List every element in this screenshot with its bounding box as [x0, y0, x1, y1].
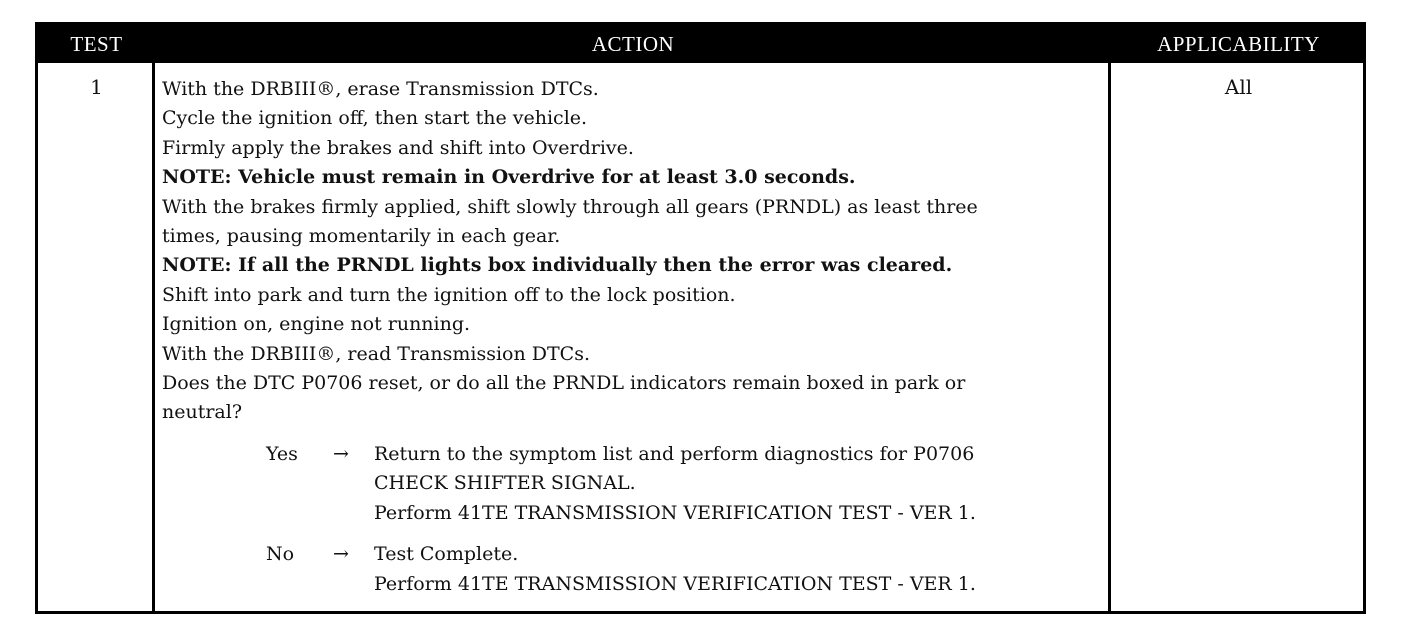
result-no	[162, 540, 1106, 599]
column-divider	[152, 63, 155, 611]
action-steps	[162, 75, 1106, 428]
applicability-value: All	[1224, 75, 1253, 99]
table-header	[38, 25, 1363, 63]
result-yes	[162, 440, 1106, 528]
result-label: No	[266, 543, 295, 566]
result-instruction-line: Test Complete.	[374, 543, 519, 566]
result-instruction-line: Return to the symptom list and perform diagnostics for P0706	[374, 442, 975, 465]
header-action: ACTION	[591, 32, 675, 56]
action-step-line: Cycle the ignition off, then start the vehicle.	[162, 107, 588, 130]
action-step-line: Firmly apply the brakes and shift into Overdrive.	[162, 136, 634, 159]
result-instruction-line: Perform 41TE TRANSMISSION VERIFICATION TEST - VER 1.	[374, 572, 976, 595]
action-step-line: Does the DTC P0706 reset, or do all the PRNDL indicators remain boxed in park or	[162, 372, 966, 395]
action-step-line: Shift into park and turn the ignition off to the lock position.	[162, 283, 736, 306]
result-label: Yes	[266, 442, 298, 465]
result-instruction-line: Perform 41TE TRANSMISSION VERIFICATION TEST - VER 1.	[374, 501, 976, 524]
right-arrow-icon: →	[333, 442, 349, 465]
column-divider	[1108, 63, 1111, 611]
action-step-line: Ignition on, engine not running.	[162, 313, 471, 336]
result-instructions	[374, 440, 1106, 528]
header-test: TEST	[70, 32, 123, 56]
right-arrow-icon: →	[333, 543, 349, 566]
action-step-line: With the brakes firmly applied, shift slowly through all gears (PRNDL) as least three	[162, 195, 978, 218]
note-line: NOTE: Vehicle must remain in Overdrive for at least 3.0 seconds.	[162, 166, 856, 189]
result-instruction-line: CHECK SHIFTER SIGNAL.	[374, 472, 636, 495]
result-instructions	[374, 540, 1106, 599]
action-step-line: With the DRBIII®, erase Transmission DTCs.	[162, 78, 599, 100]
action-step-line: neutral?	[162, 401, 243, 424]
test-number: 1	[90, 75, 103, 99]
action-step-line: With the DRBIII®, read Transmission DTCs.	[162, 342, 590, 365]
header-applicability: APPLICABILITY	[1157, 32, 1320, 56]
action-step-line: times, pausing momentarily in each gear.	[162, 225, 561, 248]
note-line: NOTE: If all the PRNDL lights box individually then the error was cleared.	[162, 254, 953, 277]
diagnostic-table	[35, 22, 1366, 614]
result-branches	[162, 440, 1106, 599]
action-cell	[162, 75, 1106, 599]
